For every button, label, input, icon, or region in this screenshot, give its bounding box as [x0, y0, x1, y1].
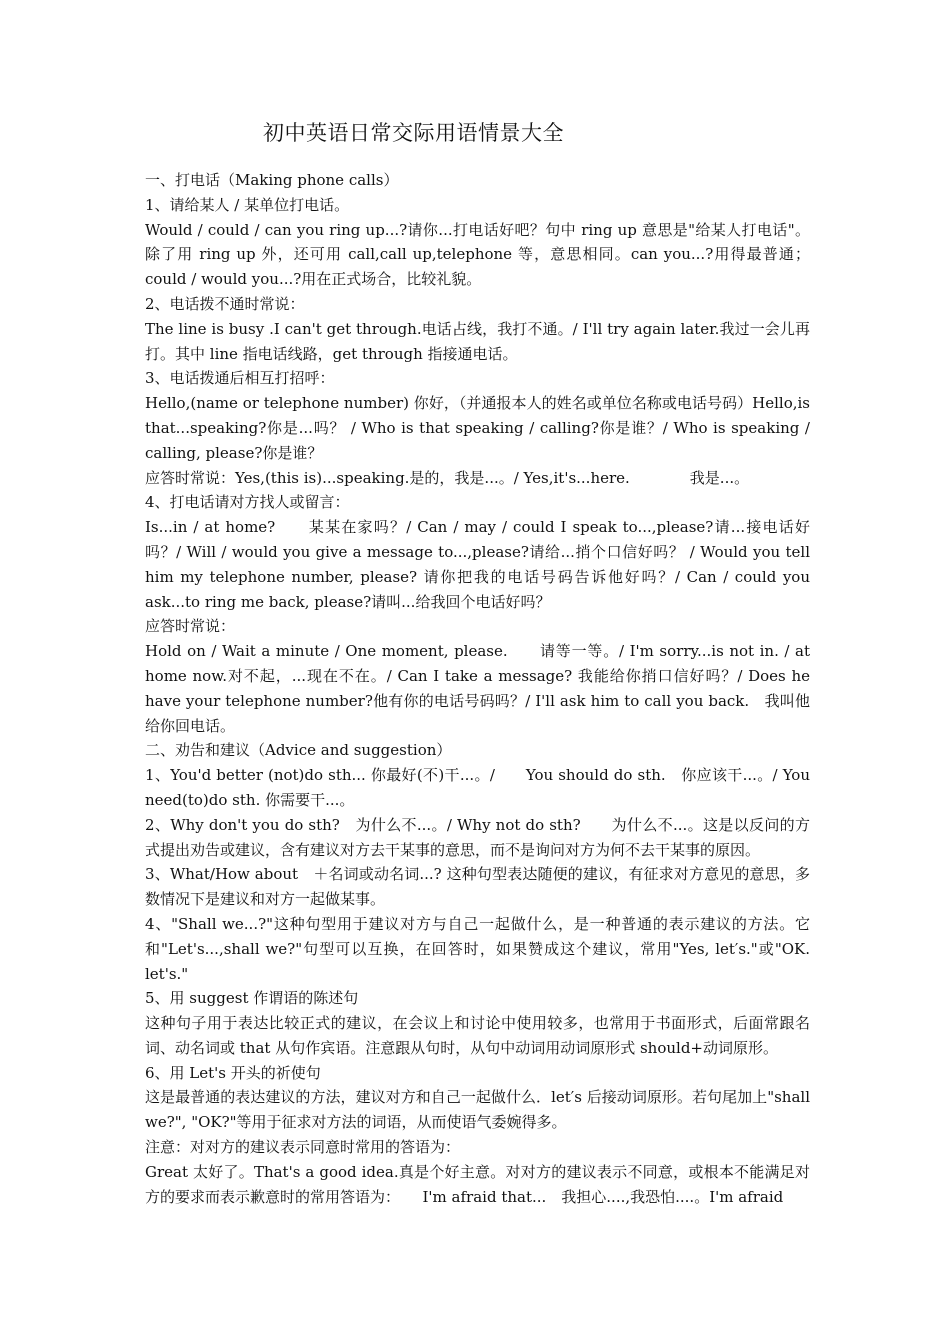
section-heading: 一、打电话（Making phone calls）: [145, 171, 399, 189]
paragraph: Hello,(name or telephone number) 你好，（并通报本人的姓名或单位名称或电话号码）Hello,is that...speaking?你是...吗？ / Who is that speaking / calling?你是谁？/ Who is speaking / calling, please?你是谁？: [145, 394, 810, 462]
paragraph: 注意：对对方的建议表示同意时常用的答语为：: [145, 1138, 461, 1157]
subheading: 6、用 Let's 开头的祈使句: [145, 1063, 321, 1082]
paragraph: 3、What/How about ＋名词或动名词...? 这种句型表达随便的建议，有征求对方意见的意思，多数情况下是建议和对方一起做某事。: [145, 865, 810, 909]
paragraph: 应答时常说：Yes,(this is)...speaking.是的，我是...。/ Yes,it's...here. 我是...。: [145, 468, 750, 487]
paragraph: 1、You'd better (not)do sth... 你最好(不)干...。/ You should do sth. 你应该干...。/ You need(to)do sth. 你需要干...。: [145, 766, 810, 809]
subheading: 5、用 suggest 作谓语的陈述句: [145, 989, 359, 1008]
section-heading: 二、劝告和建议（Advice and suggestion）: [145, 741, 452, 760]
paragraph: Is...in / at home? 某某在家吗？/ Can / may / could I speak to...,please?请...接电话好吗？/ Will / would you give a message to...,please?请给...捎个口信好吗？ / Would you tell him my telephone number, please? 请你把我的电话号码告诉他好吗？/ Can / could you ask...to ring me back, please?请叫...给我回个电话好吗？: [145, 518, 810, 611]
paragraph: 这种句子用于表达比较正式的建议，在会议上和讨论中使用较多，也常用于书面形式，后面常跟名词、动名词或 that 从句作宾语。注意跟从句时，从句中动词用动词原形式 should+动词原形。: [145, 1014, 810, 1057]
paragraph: 这是最普通的表达建议的方法，建议对方和自己一起做什么．let′s 后接动词原形。若句尾加上"shall we?", "OK?"等用于征求对方法的词语，从而使语气委婉得多。: [145, 1088, 810, 1132]
subheading: 4、打电话请对方找人或留言：: [145, 493, 350, 512]
subheading: 3、电话拨通后相互打招呼：: [145, 369, 335, 388]
paragraph: 应答时常说：: [145, 617, 236, 636]
subheading: 2、电话拨不通时常说：: [145, 294, 305, 313]
page-title: 初中英语日常交际用语情景大全: [263, 121, 564, 145]
paragraph: 4、"Shall we...?"这种句型用于建议对方与自己一起做什么，是一种普通的表示建议的方法。它和"Let's...,shall we?"句型可以互换，在回答时，如果赞成这个建议，常用"Yes, let′s."或"OK. let's.": [145, 914, 810, 983]
subheading: 1、请给某人 / 某单位打电话。: [145, 195, 350, 214]
paragraph: Great 太好了。That's a good idea.真是个好主意。对对方的建议表示不同意，或根本不能满足对方的要求而表示歉意时的常用答语为： I'm afraid that... 我担心....,我恐怕....。I'm afraid: [145, 1162, 810, 1206]
paragraph: The line is busy .I can't get through.电话占线，我打不通。/ I'll try again later.我过一会儿再打。其中 line 指电话线路，get through 指接通电话。: [145, 319, 810, 363]
paragraph: Would / could / can you ring up...?请你...打电话好吧？句中 ring up 意思是"给某人打电话"。除了用 ring up 外，还可用 call,call up,telephone 等，意思相同。can you...?用得最普通；could / would you...?用在正式场合，比较礼貌。: [145, 220, 810, 289]
document-page: [145, 118, 810, 1209]
paragraph: Hold on / Wait a minute / One moment, please. 请等一等。/ I'm sorry...is not in. / at home now.对不起，...现在不在。/ Can I take a message? 我能给你捎口信好吗？/ Does he have your telephone number?他有你的电话号码吗？/ I'll ask him to call you back. 我叫他给你回电话。: [145, 642, 810, 735]
paragraph: 2、Why don't you do sth? 为什么不...。/ Why not do sth? 为什么不...。这是以反问的方式提出劝告或建议，含有建议对方去干某事的意思，而不是询问对方为何不去干某事的原因。: [145, 815, 810, 859]
